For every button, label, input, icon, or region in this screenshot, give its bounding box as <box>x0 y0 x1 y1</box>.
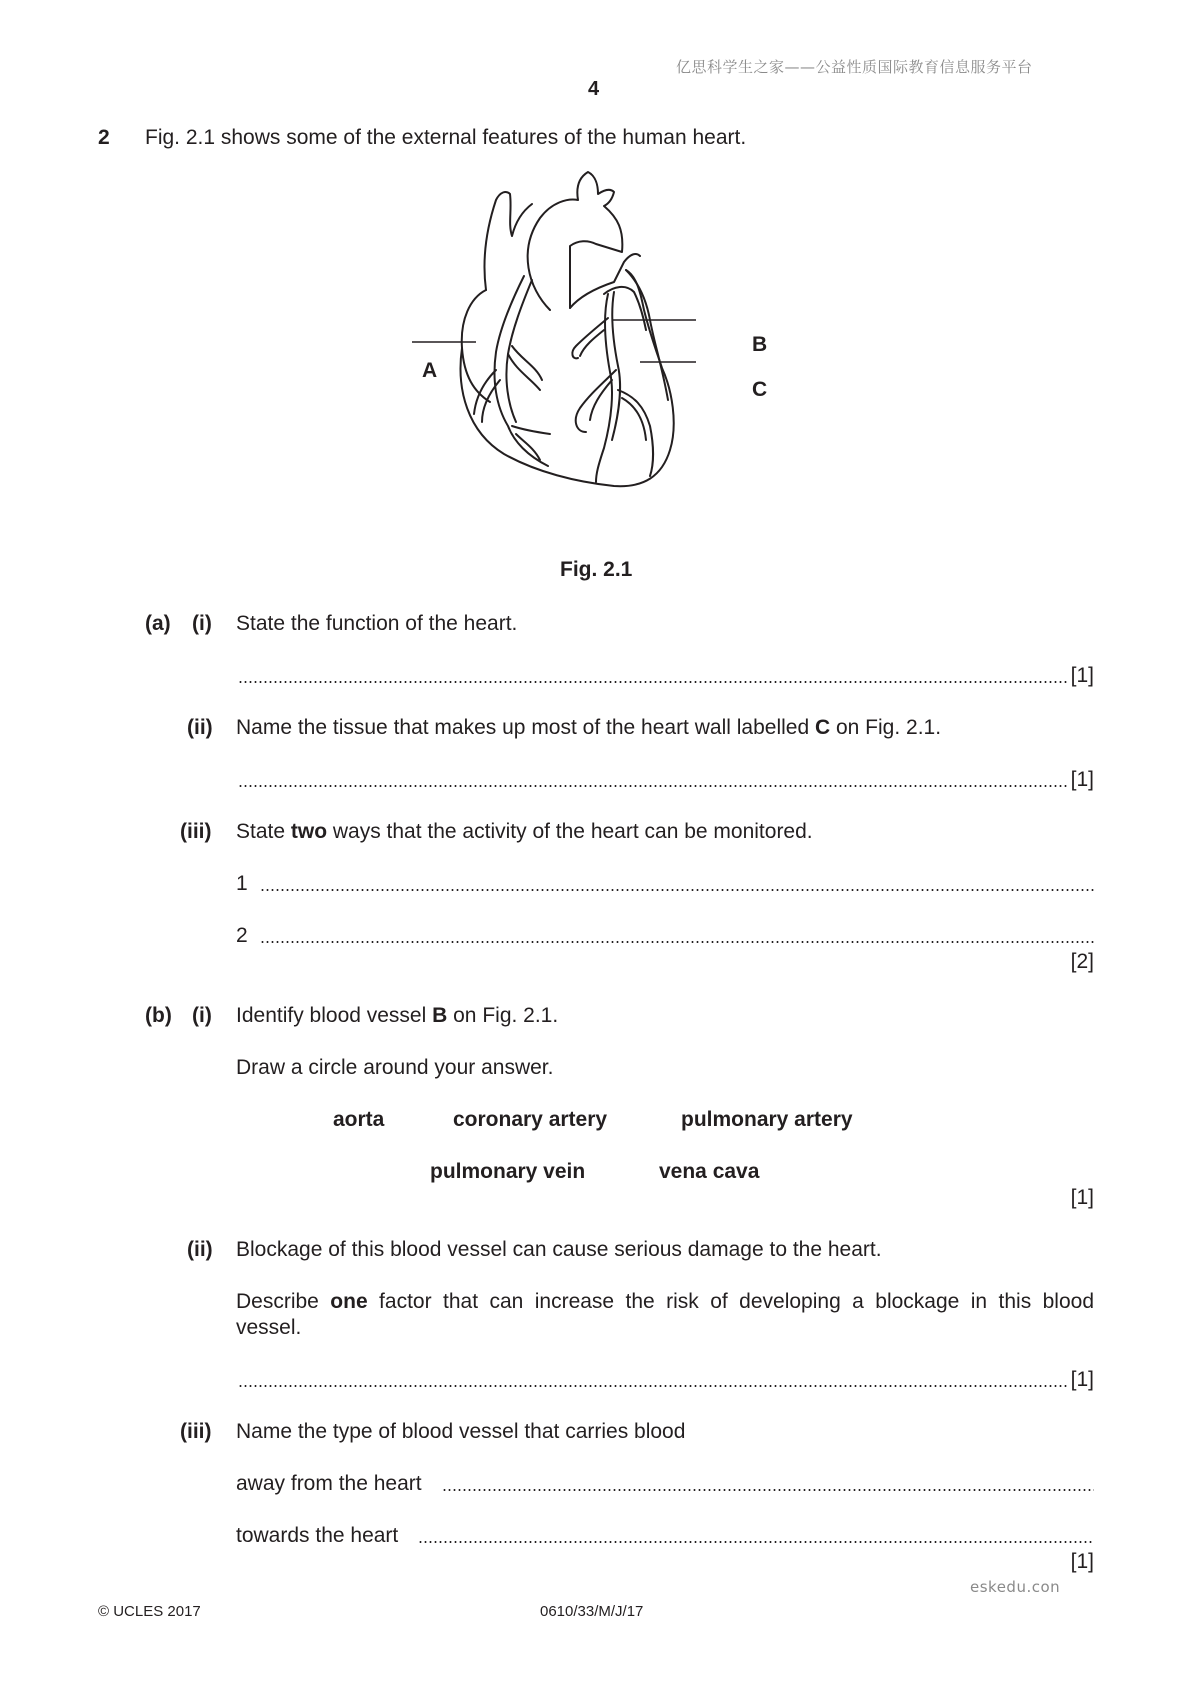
part-b-label: (b) <box>145 1004 172 1027</box>
page-number: 4 <box>588 78 600 100</box>
mark-a-iii: [2] <box>1070 950 1094 973</box>
answer-line-a-i[interactable] <box>238 664 1068 686</box>
option-pulmonary-artery[interactable]: pulmonary artery <box>681 1108 853 1131</box>
answer-line-a-iii-2[interactable] <box>260 924 1094 946</box>
answer-line-b-ii[interactable] <box>238 1368 1068 1390</box>
part-b-iii-text: Name the type of blood vessel that carries blood <box>236 1420 686 1443</box>
part-a-iii-text: State two ways that the activity of the heart can be monitored. <box>236 820 813 843</box>
part-b-i-instruction: Draw a circle around your answer. <box>236 1056 554 1079</box>
figure-label-b: B <box>752 333 768 356</box>
part-a-label: (a) <box>145 612 171 635</box>
footer-code: 0610/33/M/J/17 <box>540 1603 644 1620</box>
figure-caption: Fig. 2.1 <box>560 558 633 581</box>
question-number: 2 <box>98 126 110 149</box>
figure-label-c: C <box>752 378 768 401</box>
figure-leader-lines <box>400 170 760 530</box>
part-b-ii-label: (ii) <box>187 1238 213 1261</box>
answer-line-away[interactable] <box>442 1472 1094 1494</box>
part-b-ii-describe: Describe one factor that can increase the risk of developing a blockage in this blood <box>236 1290 1094 1313</box>
line-number-1: 1 <box>236 872 248 895</box>
mark-b-iii: [1] <box>1070 1550 1094 1573</box>
part-a-iii-label: (iii) <box>180 820 212 843</box>
option-vena-cava[interactable]: vena cava <box>659 1160 760 1183</box>
line-number-2: 2 <box>236 924 248 947</box>
option-pulmonary-vein[interactable]: pulmonary vein <box>430 1160 586 1183</box>
watermark-top: 亿思科学生之家——公益性质国际教育信息服务平台 <box>676 58 1033 76</box>
figure-label-a: A <box>422 359 438 382</box>
part-a-ii-text: Name the tissue that makes up most of the heart wall labelled C on Fig. 2.1. <box>236 716 942 739</box>
mark-a-ii: [1] <box>1070 768 1094 791</box>
option-aorta[interactable]: aorta <box>333 1108 385 1131</box>
part-b-i-label: (i) <box>192 1004 212 1027</box>
part-b-ii-describe-cont: vessel. <box>236 1316 302 1339</box>
part-b-iii-label: (iii) <box>180 1420 212 1443</box>
option-coronary-artery[interactable]: coronary artery <box>453 1108 608 1131</box>
part-b-i-text: Identify blood vessel B on Fig. 2.1. <box>236 1004 559 1027</box>
footer-copyright: © UCLES 2017 <box>98 1603 201 1620</box>
question-intro: Fig. 2.1 shows some of the external features of the human heart. <box>145 126 747 149</box>
mark-b-ii: [1] <box>1070 1368 1094 1391</box>
answer-line-towards[interactable] <box>418 1524 1094 1546</box>
towards-heart-label: towards the heart <box>236 1524 399 1547</box>
part-a-i-label: (i) <box>192 612 212 635</box>
answer-line-a-ii[interactable] <box>238 768 1068 790</box>
mark-b-i: [1] <box>1070 1186 1094 1209</box>
away-from-heart-label: away from the heart <box>236 1472 422 1495</box>
watermark-bottom: eskedu.con <box>970 1578 1061 1596</box>
part-b-ii-text: Blockage of this blood vessel can cause serious damage to the heart. <box>236 1238 882 1261</box>
answer-line-a-iii-1[interactable] <box>260 872 1094 894</box>
mark-a-i: [1] <box>1070 664 1094 687</box>
part-a-ii-label: (ii) <box>187 716 213 739</box>
part-a-i-text: State the function of the heart. <box>236 612 518 635</box>
